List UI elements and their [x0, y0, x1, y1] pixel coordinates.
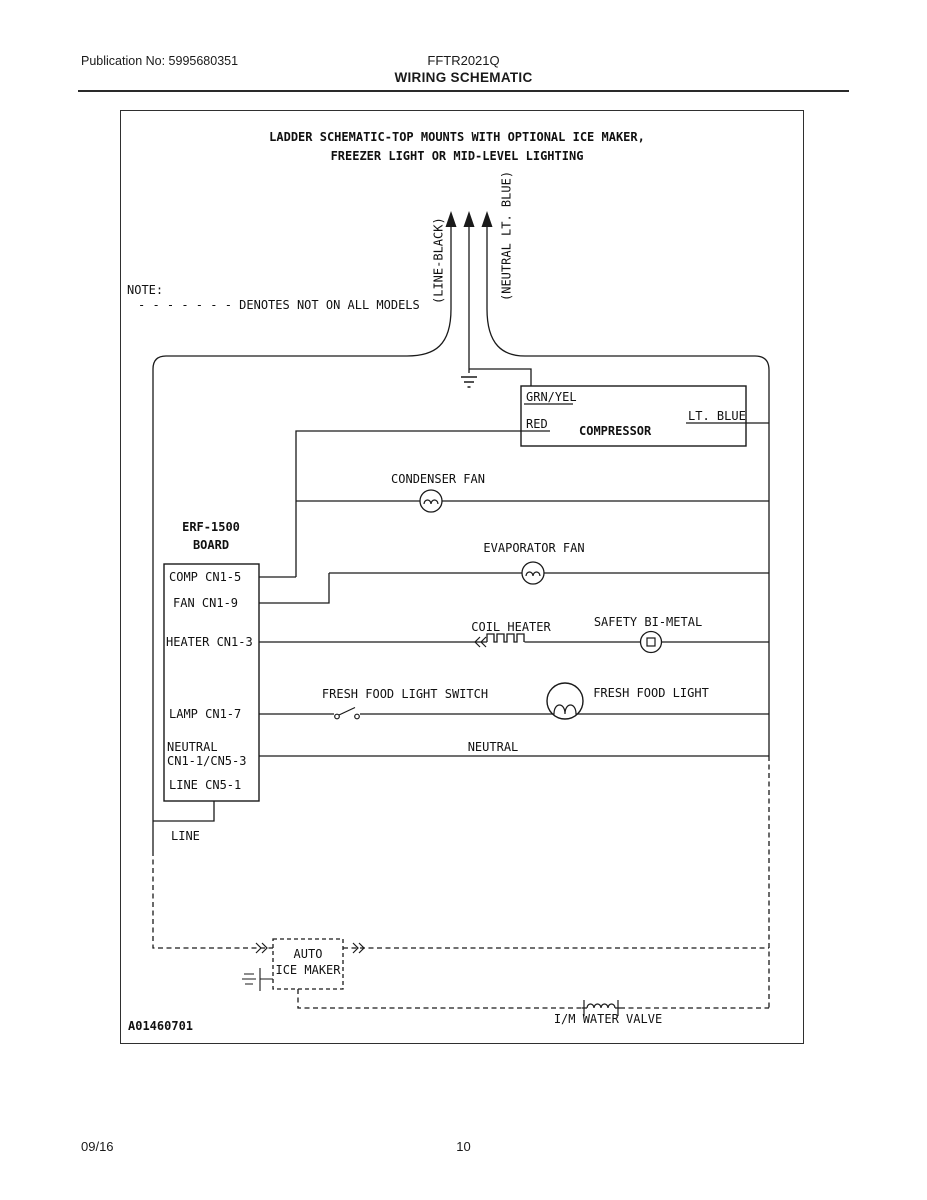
header-rule: [78, 90, 849, 92]
water-inlet-icon: [242, 968, 273, 991]
line-pin-wire: [153, 801, 214, 821]
note-label: NOTE:: [127, 283, 164, 297]
board-pin-lamp: LAMP CN1-7: [169, 707, 242, 721]
schematic-title-line2: FREEZER LIGHT OR MID-LEVEL LIGHTING: [330, 149, 584, 163]
ground-icon: [461, 377, 477, 387]
safety-bimetal-icon: [641, 632, 662, 653]
line-rail-dashed: [153, 851, 273, 948]
ice-maker-label-line2: ICE MAKER: [275, 963, 341, 977]
supply-line-label: (LINE-BLACK): [431, 217, 446, 304]
line-bus-label: LINE: [171, 829, 200, 843]
footer-date: 09/16: [81, 1139, 114, 1154]
neutral-arrow-up-icon: [482, 211, 493, 227]
board-name-line2: BOARD: [192, 538, 230, 552]
grnyel-wire: [469, 369, 531, 386]
fresh-food-light-icon: [547, 683, 583, 719]
part-number: A01460701: [128, 1019, 194, 1033]
schematic-frame: [120, 110, 804, 1044]
compressor-label: COMPRESSOR: [579, 424, 652, 438]
water-valve-label: I/M WATER VALVE: [553, 1012, 663, 1026]
ground-arrow-up-icon: [464, 211, 475, 227]
board-pin-heater: HEATER CN1-3: [166, 635, 253, 649]
board-pin-neutral-line2: CN1-1/CN5-3: [167, 754, 247, 768]
neutral-bus-label: NEUTRAL: [467, 740, 519, 754]
footer-page-number: 10: [456, 1139, 471, 1154]
board-pin-line: LINE CN5-1: [169, 778, 242, 792]
ff-light-label: FRESH FOOD LIGHT: [593, 686, 709, 700]
publication-number: Publication No: 5995680351: [81, 54, 239, 68]
supply-neutral-label: (NEUTRAL LT. BLUE): [499, 170, 514, 301]
evaporator-fan-label: EVAPORATOR FAN: [483, 541, 585, 555]
board-pin-neutral-line1: NEUTRAL: [167, 740, 218, 754]
wiring-schematic: [121, 111, 802, 1042]
board-name-line1: ERF-1500: [182, 520, 240, 534]
board-pin-comp: COMP CN1-5: [169, 570, 242, 584]
model-number: FFTR2021Q: [427, 53, 500, 68]
compressor-red-label: RED: [526, 417, 548, 431]
ff-light-switch-label: FRESH FOOD LIGHT SWITCH: [321, 687, 489, 701]
board-pin-fan: FAN CN1-9: [173, 596, 239, 610]
note-text: - - - - - - - DENOTES NOT ON ALL MODELS: [138, 298, 420, 312]
schematic-title-line1: LADDER SCHEMATIC-TOP MOUNTS WITH OPTIONAL ICE MAKER,: [269, 130, 645, 144]
condenser-fan-label: CONDENSER FAN: [391, 472, 485, 486]
neutral-supply-wire: [487, 225, 769, 756]
safety-bimetal-label: SAFETY BI-METAL: [593, 615, 703, 629]
light-switch-icon: [335, 708, 360, 719]
line-arrow-up-icon: [446, 211, 457, 227]
condenser-fan-icon: [420, 490, 442, 512]
compressor-ltblue-label: LT. BLUE: [688, 409, 746, 423]
ice-maker-label-line1: AUTO: [293, 947, 323, 961]
valve-line-dashed: [298, 989, 769, 1008]
compressor-grnyel-label: GRN/YEL: [526, 390, 577, 404]
coil-heater-label: COIL HEATER: [471, 620, 551, 634]
evaporator-fan-icon: [522, 562, 544, 584]
document-title: WIRING SCHEMATIC: [394, 70, 533, 85]
